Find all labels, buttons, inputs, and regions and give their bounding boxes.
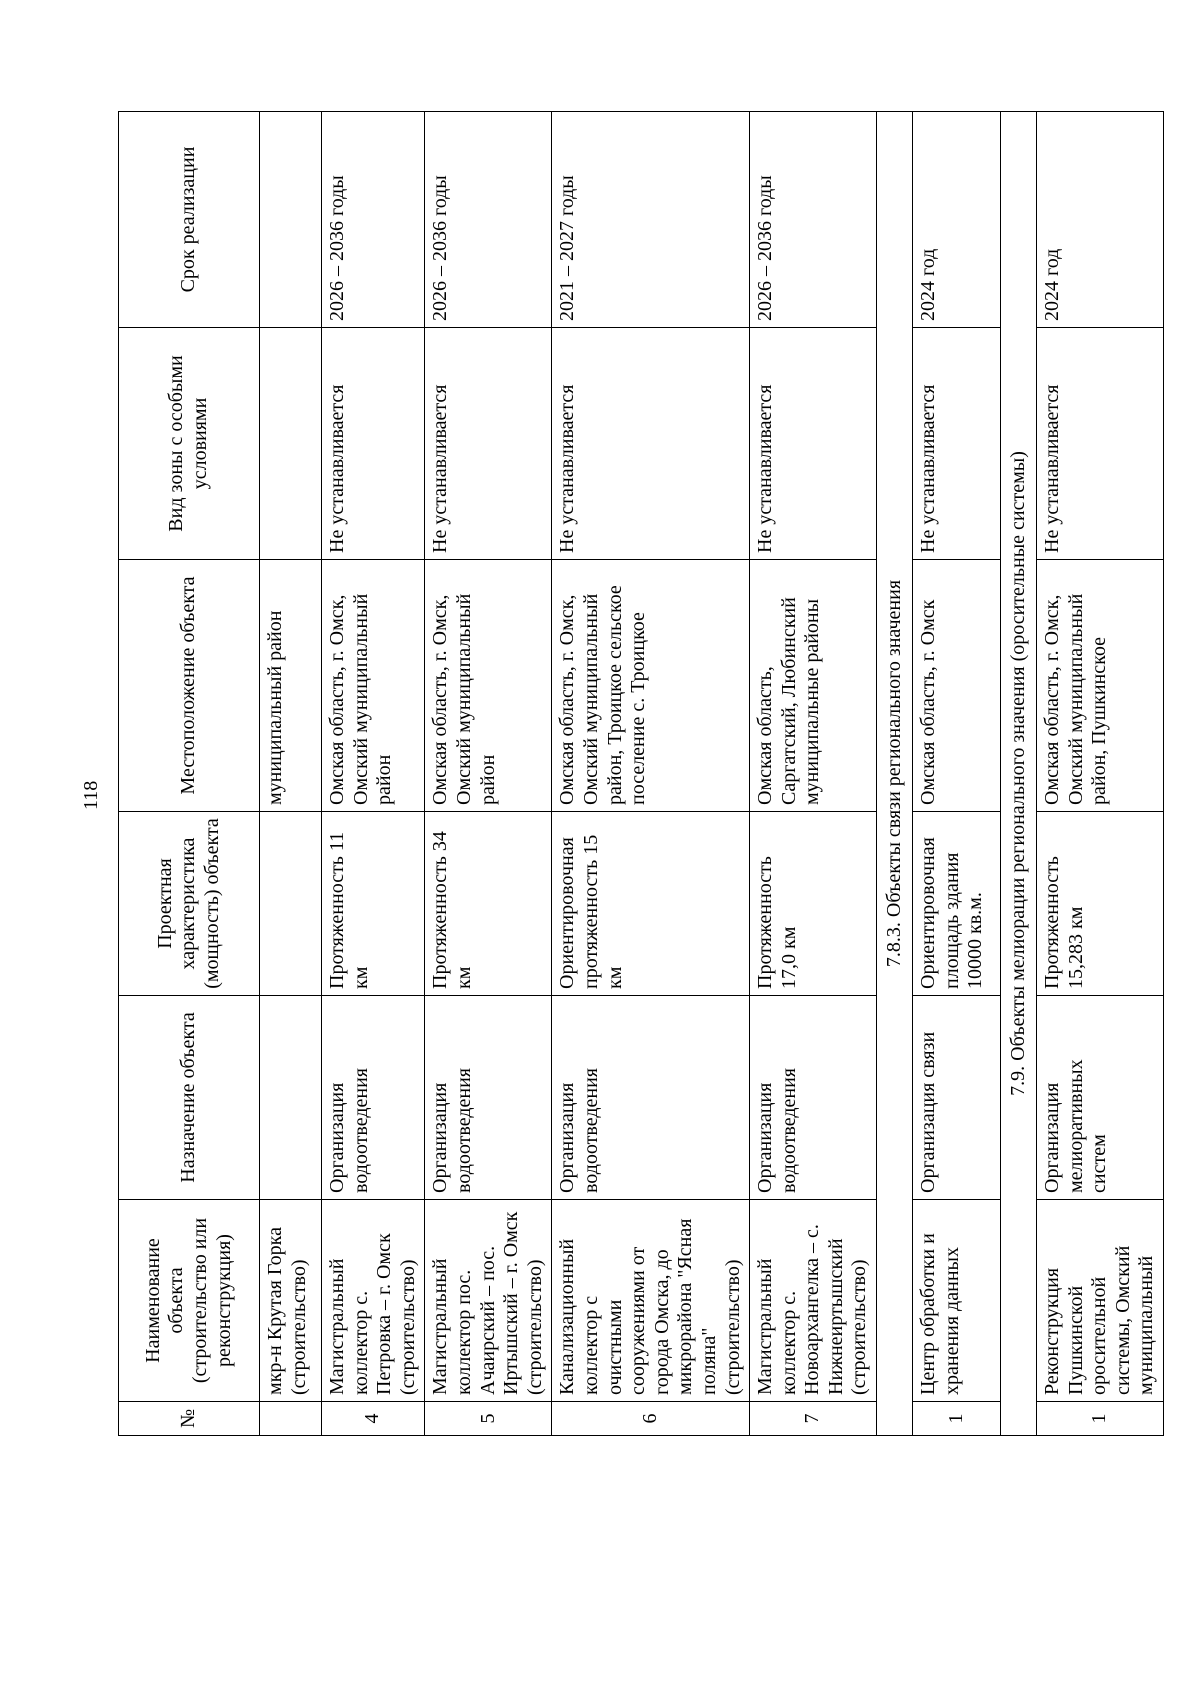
cell-capacity: Протяженность 11 км [322,812,425,996]
cell-num: 5 [425,1402,552,1436]
col-header-term: Срок реализации [119,112,260,328]
cell-capacity: Протяженность 17,0 км [750,812,877,996]
col-header-num: № [119,1402,260,1436]
cell-capacity [260,812,322,996]
page-number: 118 [80,780,102,810]
cell-num [260,1402,322,1436]
cell-zone: Не устанавливается [425,328,552,560]
table-row [260,112,322,1436]
section-row [877,112,913,1436]
cell-capacity: Протяженность 15,283 км [1037,812,1164,996]
cell-purpose: Организация водоотведения [552,996,750,1200]
cell-zone: Не устанавливается [913,328,1001,560]
table-header-row [119,112,260,1436]
cell-location: Омская область, г. Омск, Омский муниципальный район [425,560,552,812]
cell-num: 1 [1037,1402,1164,1436]
col-header-zone: Вид зоны с особыми условиями [119,328,260,560]
cell-location: муниципальный район [260,560,322,812]
cell-num: 7 [750,1402,877,1436]
section-heading-communication: 7.8.3. Объекты связи регионального значения [877,112,913,1436]
cell-name: Реконструкция Пушкинской оросительной системы, Омский муниципальный [1037,1200,1164,1402]
cell-term: 2026 – 2036 годы [425,112,552,328]
cell-location: Омская область, Саргатский, Любинский муниципальные районы [750,560,877,812]
cell-purpose: Организация водоотведения [750,996,877,1200]
cell-num: 1 [913,1402,1001,1436]
cell-location: Омская область, г. Омск [913,560,1001,812]
cell-capacity: Протяженность 34 км [425,812,552,996]
cell-name: мкр-н Крутая Горка (строительство) [260,1200,322,1402]
cell-purpose: Организация связи [913,996,1001,1200]
cell-capacity: Ориентировочная протяженность 15 км [552,812,750,996]
cell-purpose: Организация водоотведения [425,996,552,1200]
table-row [1037,112,1164,1436]
cell-zone [260,328,322,560]
cell-location: Омская область, г. Омск, Омский муниципальный район, Троицкое сельское поселение с. Троицкое [552,560,750,812]
cell-location: Омская область, г. Омск, Омский муниципальный район, Пушкинское [1037,560,1164,812]
col-header-location: Местоположение объекта [119,560,260,812]
cell-zone: Не устанавливается [1037,328,1164,560]
section-heading-melioration: 7.9. Объекты мелиорации регионального значения (оросительные системы) [1001,112,1037,1436]
table-row [750,112,877,1436]
cell-name: Центр обработки и хранения данных [913,1200,1001,1402]
cell-zone: Не устанавливается [552,328,750,560]
col-header-name: Наименование объекта (строительство или реконструкция) [119,1200,260,1402]
cell-term: 2026 – 2036 годы [750,112,877,328]
cell-purpose: Организация мелиоративных систем [1037,996,1164,1200]
cell-name: Магистральный коллектор с. Новоархангелка – с. Нижнеиртышский (строительство) [750,1200,877,1402]
cell-name: Канализационный коллектор с очистными сооружениями от города Омска, до микрорайона "Ясная поляна" (строительство) [552,1200,750,1402]
cell-purpose: Организация водоотведения [322,996,425,1200]
table-row [425,112,552,1436]
table-row [913,112,1001,1436]
cell-term [260,112,322,328]
cell-term: 2026 – 2036 годы [322,112,425,328]
cell-name: Магистральный коллектор пос. Ачаирский – пос. Иртышский – г. Омск (строительство) [425,1200,552,1402]
cell-term: 2024 год [1037,112,1164,328]
cell-term: 2021 – 2027 годы [552,112,750,328]
cell-zone: Не устанавливается [322,328,425,560]
table-row [552,112,750,1436]
cell-name: Магистральный коллектор с. Петровка – г. Омск (строительство) [322,1200,425,1402]
cell-zone: Не устанавливается [750,328,877,560]
objects-table [118,111,1164,1436]
cell-location: Омская область, г. Омск, Омский муниципальный район [322,560,425,812]
section-row [1001,112,1037,1436]
cell-purpose [260,996,322,1200]
cell-num: 6 [552,1402,750,1436]
table-row [322,112,425,1436]
col-header-purpose: Назначение объекта [119,996,260,1200]
cell-capacity: Ориентировочная площадь здания 10000 кв.м. [913,812,1001,996]
cell-num: 4 [322,1402,425,1436]
cell-term: 2024 год [913,112,1001,328]
col-header-capacity: Проектная характеристика (мощность) объекта [119,812,260,996]
